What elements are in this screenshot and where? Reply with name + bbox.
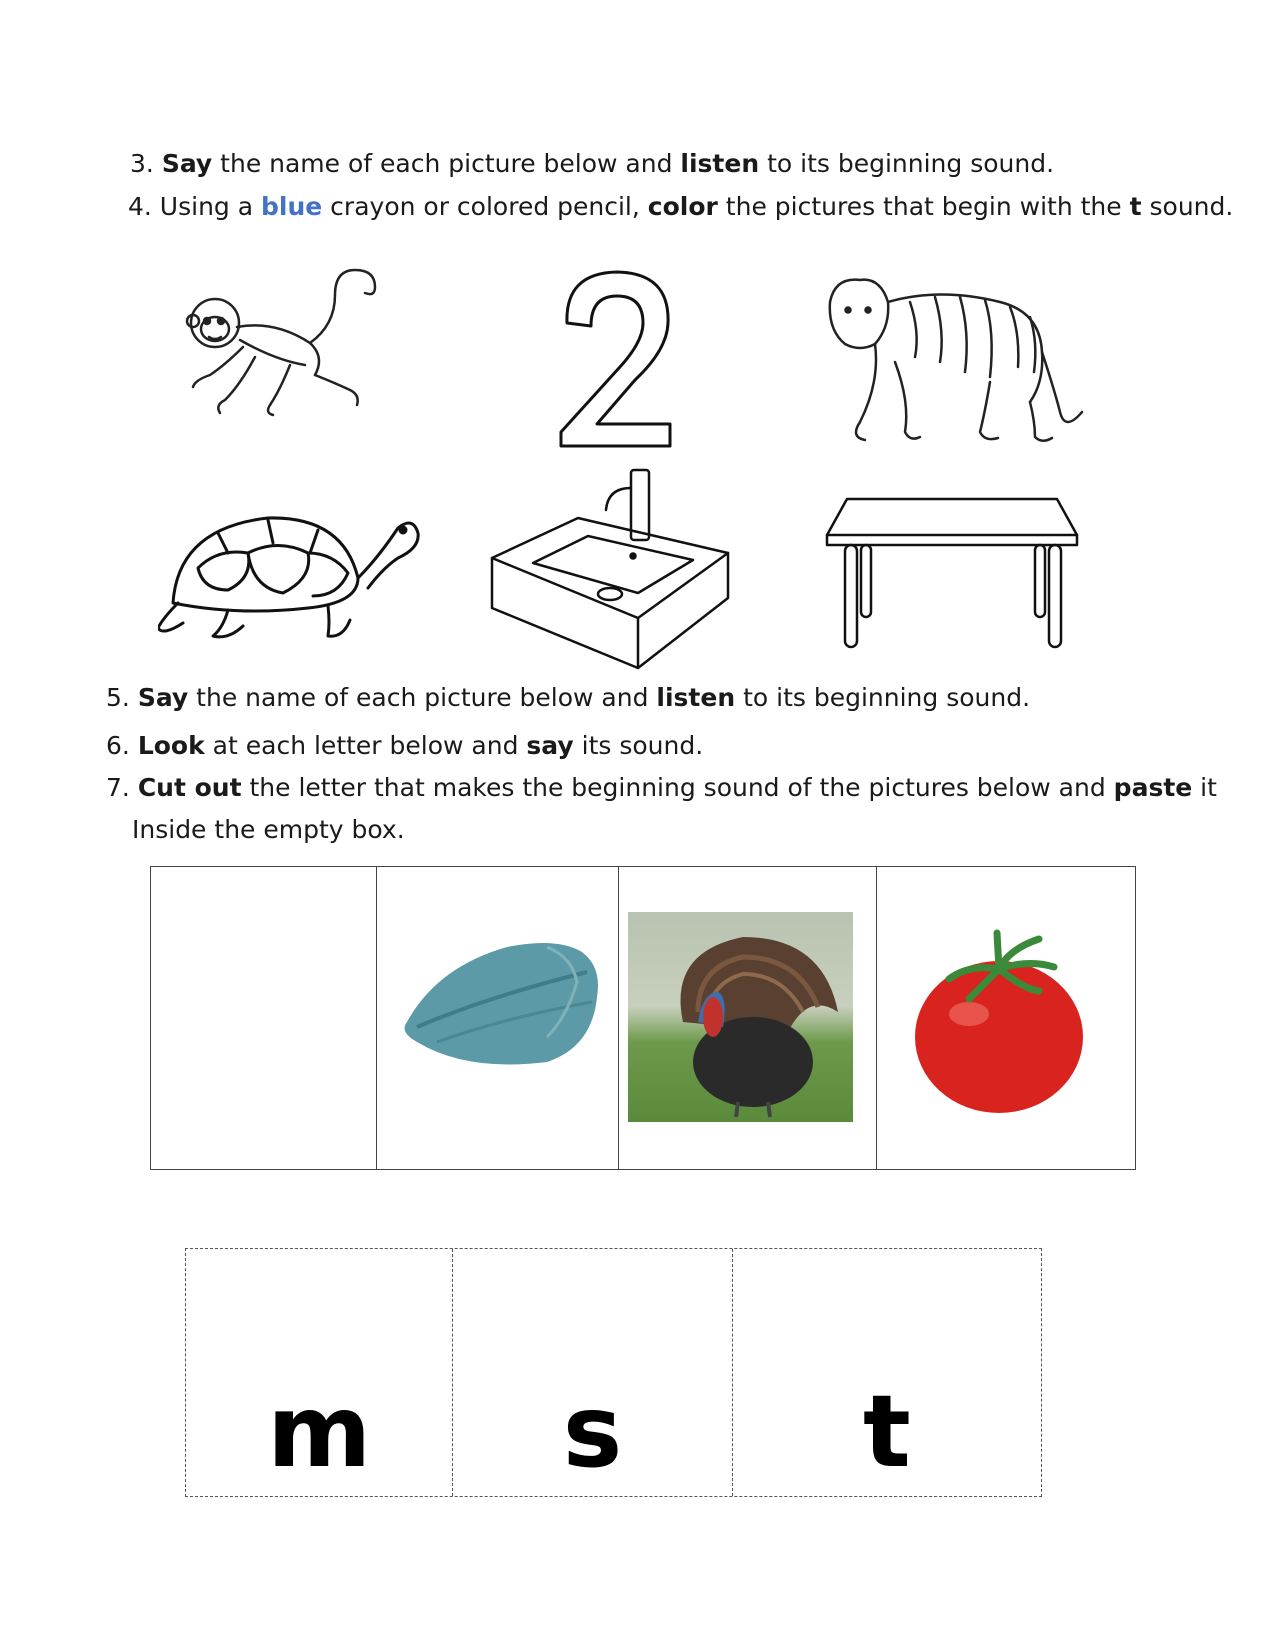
towel-icon xyxy=(397,927,607,1077)
instruction-7-continued: Inside the empty box. xyxy=(132,815,405,844)
empty-paste-box[interactable] xyxy=(151,867,377,1169)
letter-cutout-grid xyxy=(185,1248,1042,1497)
letter-card-t[interactable] xyxy=(733,1249,1041,1496)
letter-t: t xyxy=(862,1373,911,1490)
tiger-icon xyxy=(820,272,1090,462)
monkey-icon xyxy=(185,265,395,440)
tomato-icon xyxy=(909,929,1089,1114)
letter-s: s xyxy=(562,1373,623,1490)
instruction-7: 7. Cut out the letter that makes the beginning sound of the pictures below and paste it xyxy=(106,773,1217,802)
letter-card-s[interactable] xyxy=(453,1249,732,1496)
table-icon xyxy=(825,497,1080,652)
tortoise-icon xyxy=(158,508,428,648)
letter-m: m xyxy=(267,1373,372,1490)
instruction-3: 3. Say the name of each picture below and listen to its beginning sound. xyxy=(130,149,1055,178)
turkey-photo xyxy=(628,912,853,1122)
tomato-cell xyxy=(877,867,1135,1169)
paste-grid xyxy=(150,866,1136,1170)
sink-icon xyxy=(488,468,733,673)
instruction-5: 5. Say the name of each picture below and listen to its beginning sound. xyxy=(106,683,1031,712)
instruction-4: 4. Using a blue crayon or colored pencil, color the pictures that begin with the t sound. xyxy=(128,192,1234,221)
letter-card-m[interactable] xyxy=(186,1249,453,1496)
turkey-cell xyxy=(619,867,877,1169)
towel-cell xyxy=(377,867,619,1169)
number-two-icon xyxy=(555,268,680,453)
instruction-6: 6. Look at each letter below and say its sound. xyxy=(106,731,704,760)
